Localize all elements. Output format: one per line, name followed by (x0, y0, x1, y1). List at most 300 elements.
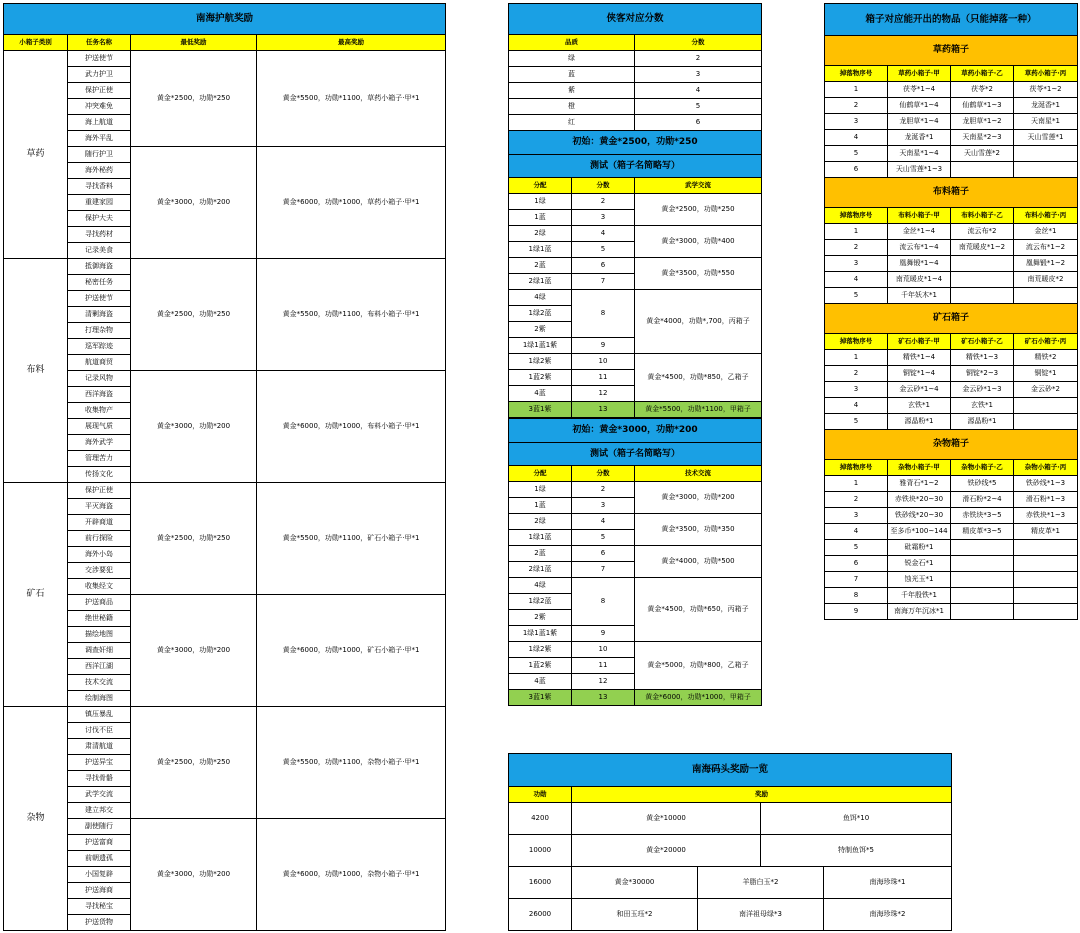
max-reward: 黄金*6000，功勋*1000，草药小箱子·甲*1 (257, 147, 446, 259)
task-name: 交涉要犯 (68, 563, 131, 579)
drop-index: 2 (825, 98, 888, 114)
task-name: 武学交流 (68, 787, 131, 803)
drop-index: 7 (825, 572, 888, 588)
allocation: 2绿1蓝 (509, 562, 572, 578)
task-name: 保护正使 (68, 483, 131, 499)
table-row (509, 194, 762, 210)
score-value: 3 (635, 67, 762, 83)
table-row (509, 99, 762, 115)
drop-item (951, 288, 1014, 304)
drop-item: 茯苓*2 (951, 82, 1014, 98)
drop-item (951, 588, 1014, 604)
drop-item: 南荒暖皮*2 (1014, 272, 1078, 288)
drop-item: 龙胆草*1~4 (888, 114, 951, 130)
min-reward: 黄金*2500，功勋*250 (131, 483, 257, 595)
drop-item: 铜锭*1 (1014, 366, 1078, 382)
title-row (509, 131, 762, 155)
score-value: 6 (572, 258, 635, 274)
drop-item: 龙涎香*1 (888, 130, 951, 146)
title-row (509, 754, 952, 787)
drop-index: 1 (825, 350, 888, 366)
drop-item: 精铁*2 (1014, 350, 1078, 366)
task-name: 建立邦交 (68, 803, 131, 819)
header-row (825, 66, 1078, 82)
column-header: 任务名称 (68, 35, 131, 51)
column-header: 杂物小箱子·乙 (951, 460, 1014, 476)
reward-value: 黄金*4500，功勋*850，乙箱子 (635, 354, 762, 402)
table-row (509, 546, 762, 562)
drop-item: 金云砂*1~4 (888, 382, 951, 398)
score-value: 7 (572, 562, 635, 578)
score-value: 4 (572, 514, 635, 530)
drop-item: 雅背石*1~2 (888, 476, 951, 492)
drop-index: 5 (825, 288, 888, 304)
max-reward: 黄金*5500，功勋*1100，草药小箱子·甲*1 (257, 51, 446, 147)
drop-item: 滑石粉*2~4 (951, 492, 1014, 508)
allocation: 2绿 (509, 514, 572, 530)
drop-item: 龙涎香*1 (1014, 98, 1078, 114)
table-row (825, 162, 1078, 178)
drop-item: 金丝*1~4 (888, 224, 951, 240)
box-drop-table (824, 3, 1078, 620)
title-row (509, 155, 762, 178)
table-row (509, 51, 762, 67)
table-row (825, 224, 1078, 240)
allocation: 4蓝 (509, 386, 572, 402)
score-value: 5 (572, 530, 635, 546)
drop-item: 赤铁块*3~5 (951, 508, 1014, 524)
drop-item (951, 572, 1014, 588)
column-header: 草药小箱子·甲 (888, 66, 951, 82)
reward-item: 南海珍珠*2 (824, 899, 952, 931)
reward-value: 黄金*5000，功勋*800，乙箱子 (635, 642, 762, 690)
box-section-title: 矿石箱子 (825, 304, 1078, 334)
drop-item: 天南星*1~4 (888, 146, 951, 162)
min-reward: 黄金*2500，功勋*250 (131, 259, 257, 371)
task-name: 保护大夫 (68, 211, 131, 227)
drop-index: 5 (825, 146, 888, 162)
task-name: 绝世秘籍 (68, 611, 131, 627)
table-row (825, 366, 1078, 382)
header-row (509, 787, 952, 803)
title-row (825, 4, 1078, 36)
drop-item (951, 162, 1014, 178)
box-category: 杂物 (4, 707, 68, 931)
allocation: 4绿 (509, 578, 572, 594)
test-title: 初始：黄金*2500，功勋*250 (509, 131, 762, 155)
task-name: 海外武学 (68, 435, 131, 451)
column-header: 掉落物序号 (825, 334, 888, 350)
quality-name: 橙 (509, 99, 635, 115)
drop-index: 3 (825, 382, 888, 398)
reward-item: 南海珍珠*1 (824, 867, 952, 899)
table-row (4, 371, 446, 387)
task-name: 打理杂物 (68, 323, 131, 339)
drop-item: 天山雪莲*1~3 (888, 162, 951, 178)
hero-score-table (508, 3, 762, 131)
score-value: 6 (635, 115, 762, 131)
drop-item: 锐金石*1 (888, 556, 951, 572)
reward-value: 黄金*4000，功勋*,700，丙箱子 (635, 290, 762, 354)
drop-item (1014, 588, 1078, 604)
drop-item: 天南星*1 (1014, 114, 1078, 130)
table-row (509, 115, 762, 131)
table-row (825, 604, 1078, 620)
table-row (4, 147, 446, 163)
allocation: 2绿1蓝 (509, 274, 572, 290)
box-category: 布料 (4, 259, 68, 483)
drop-index: 6 (825, 556, 888, 572)
header-row (4, 35, 446, 51)
drop-item: 流云布*2 (951, 224, 1014, 240)
task-name: 寻找药材 (68, 227, 131, 243)
drop-index: 1 (825, 82, 888, 98)
task-name: 随行护卫 (68, 147, 131, 163)
drop-item: 南荒暖皮*1~2 (951, 240, 1014, 256)
drop-item: 蚀光玉*1 (888, 572, 951, 588)
drop-item (1014, 572, 1078, 588)
box-section-title: 杂物箱子 (825, 430, 1078, 460)
drop-item (951, 540, 1014, 556)
column-header: 杂物小箱子·甲 (888, 460, 951, 476)
task-name: 重建家园 (68, 195, 131, 211)
column-header: 分配 (509, 178, 572, 194)
title-row (509, 419, 762, 443)
allocation: 1绿2紫 (509, 354, 572, 370)
score-value: 3 (572, 210, 635, 226)
drop-item: 千年殷铁*1 (888, 588, 951, 604)
column-header: 杂物小箱子·丙 (1014, 460, 1078, 476)
allocation: 1绿2蓝 (509, 306, 572, 322)
task-name: 副使随行 (68, 819, 131, 835)
task-name: 巡军踪迹 (68, 339, 131, 355)
task-name: 海上航道 (68, 115, 131, 131)
reward-value: 黄金*6000，功勋*1000，甲箱子 (635, 690, 762, 706)
task-name: 护送使节 (68, 291, 131, 307)
drop-item: 天山雪莲*2 (951, 146, 1014, 162)
allocation: 2紫 (509, 610, 572, 626)
section-row (825, 36, 1078, 66)
table-row (825, 288, 1078, 304)
drop-item (1014, 288, 1078, 304)
drop-index: 5 (825, 414, 888, 430)
drop-index: 6 (825, 162, 888, 178)
allocation: 2蓝 (509, 258, 572, 274)
hero-score-title: 侠客对应分数 (509, 4, 762, 35)
drop-item: 铜锭*1~4 (888, 366, 951, 382)
drop-item: 源晶粉*1 (951, 414, 1014, 430)
drop-item: 源晶粉*1 (888, 414, 951, 430)
drop-item (951, 256, 1014, 272)
score-value: 13 (572, 690, 635, 706)
drop-item: 铜锭*2~3 (951, 366, 1014, 382)
task-name: 护送使节 (68, 51, 131, 67)
score-value: 12 (572, 674, 635, 690)
drop-item: 流云布*1~4 (888, 240, 951, 256)
drop-index: 4 (825, 130, 888, 146)
allocation: 2紫 (509, 322, 572, 338)
table-row (509, 899, 952, 931)
task-name: 记录风物 (68, 371, 131, 387)
reward-item: 和田玉珏*2 (572, 899, 698, 931)
drop-item: 精皮革*3~5 (951, 524, 1014, 540)
column-header: 草药小箱子·丙 (1014, 66, 1078, 82)
drop-item (1014, 540, 1078, 556)
table-row (509, 835, 952, 867)
drop-item: 凰舞锻*1~2 (1014, 256, 1078, 272)
task-name: 寻找骨骼 (68, 771, 131, 787)
max-reward: 黄金*5500，功勋*1100，矿石小箱子·甲*1 (257, 483, 446, 595)
score-value: 2 (572, 194, 635, 210)
test-title: 初始：黄金*3000，功勋*200 (509, 419, 762, 443)
allocation: 1蓝2紫 (509, 370, 572, 386)
task-name: 秘密任务 (68, 275, 131, 291)
table-row (4, 707, 446, 723)
drop-item: 玄铁*1 (888, 398, 951, 414)
escort-reward-title: 南海护航奖励 (4, 4, 446, 35)
table-row (825, 256, 1078, 272)
header-row (825, 334, 1078, 350)
title-row (4, 4, 446, 35)
task-name: 传扬文化 (68, 467, 131, 483)
task-name: 调查奸细 (68, 643, 131, 659)
drop-item: 至多币*100~144 (888, 524, 951, 540)
column-header: 布料小箱子·乙 (951, 208, 1014, 224)
drop-index: 3 (825, 114, 888, 130)
column-header: 掉落物序号 (825, 208, 888, 224)
allocation: 1绿1蓝1紫 (509, 338, 572, 354)
quality-name: 蓝 (509, 67, 635, 83)
table-row (825, 382, 1078, 398)
drop-item: 精铁*1~4 (888, 350, 951, 366)
box-section-title: 草药箱子 (825, 36, 1078, 66)
task-name: 讨伐不臣 (68, 723, 131, 739)
drop-item (951, 556, 1014, 572)
task-name: 平灭海盗 (68, 499, 131, 515)
drop-item: 流云布*1~2 (1014, 240, 1078, 256)
drop-item: 赤铁块*1~3 (1014, 508, 1078, 524)
task-name: 前朝遗孤 (68, 851, 131, 867)
reward-value: 黄金*4500，功勋*650，丙箱子 (635, 578, 762, 642)
reward-value: 黄金*5500，功勋*1100，甲箱子 (635, 402, 762, 418)
max-reward: 黄金*6000，功勋*1000，矿石小箱子·甲*1 (257, 595, 446, 707)
task-name: 肃清航道 (68, 739, 131, 755)
task-name: 海外平乱 (68, 131, 131, 147)
box-drop-title: 箱子对应能开出的物品（只能掉落一种） (825, 4, 1078, 36)
task-name: 收集物产 (68, 403, 131, 419)
min-reward: 黄金*3000，功勋*200 (131, 819, 257, 931)
task-name: 保护正使 (68, 83, 131, 99)
column-header: 分数 (572, 466, 635, 482)
drop-item: 铁砂线*5 (951, 476, 1014, 492)
allocation: 3蓝1紫 (509, 690, 572, 706)
table-row (825, 508, 1078, 524)
task-name: 航道商贸 (68, 355, 131, 371)
max-reward: 黄金*6000，功勋*1000，杂物小箱子·甲*1 (257, 819, 446, 931)
drop-item (1014, 604, 1078, 620)
column-header: 矿石小箱子·甲 (888, 334, 951, 350)
drop-item: 金云砂*1~3 (951, 382, 1014, 398)
reward-value: 黄金*3000，功勋*400 (635, 226, 762, 258)
drop-item: 铁砂线*20~30 (888, 508, 951, 524)
score-value: 9 (572, 626, 635, 642)
table-row (4, 819, 446, 835)
drop-item: 仙鹤草*1~4 (888, 98, 951, 114)
allocation: 1绿2蓝 (509, 594, 572, 610)
score-value: 9 (572, 338, 635, 354)
drop-item: 天南星*2~3 (951, 130, 1014, 146)
score-value: 8 (572, 578, 635, 626)
score-value: 12 (572, 386, 635, 402)
table-row (825, 272, 1078, 288)
table-row (825, 414, 1078, 430)
box-section-title: 布料箱子 (825, 178, 1078, 208)
allocation: 4蓝 (509, 674, 572, 690)
title-row (509, 4, 762, 35)
header-row (509, 35, 762, 51)
allocation: 1蓝 (509, 210, 572, 226)
allocation: 2蓝 (509, 546, 572, 562)
max-reward: 黄金*5500，功勋*1100，杂物小箱子·甲*1 (257, 707, 446, 819)
table-row (825, 524, 1078, 540)
drop-item: 茯苓*1~2 (1014, 82, 1078, 98)
column-header: 矿石小箱子·丙 (1014, 334, 1078, 350)
drop-index: 5 (825, 540, 888, 556)
column-header: 最高奖励 (257, 35, 446, 51)
quality-name: 红 (509, 115, 635, 131)
drop-index: 2 (825, 366, 888, 382)
column-header: 掉落物序号 (825, 66, 888, 82)
reward-item: 黄金*10000 (572, 803, 761, 835)
table-row (509, 803, 952, 835)
table-row (509, 83, 762, 99)
task-name: 护送异宝 (68, 755, 131, 771)
allocation: 1绿 (509, 482, 572, 498)
column-header: 技术交流 (635, 466, 762, 482)
table-row (825, 540, 1078, 556)
table-row (825, 146, 1078, 162)
drop-item: 天山雪莲*1 (1014, 130, 1078, 146)
quality-name: 紫 (509, 83, 635, 99)
reward-item: 黄金*20000 (572, 835, 761, 867)
task-name: 寻找秘宝 (68, 899, 131, 915)
task-name: 冲突难免 (68, 99, 131, 115)
drop-item: 南荒暖皮*1~4 (888, 272, 951, 288)
task-name: 海外小岛 (68, 547, 131, 563)
reward-item: 南洋祖母绿*3 (698, 899, 824, 931)
reward-value: 黄金*2500，功勋*250 (635, 194, 762, 226)
table-row (4, 51, 446, 67)
drop-item: 赤铁块*20~30 (888, 492, 951, 508)
score-value: 10 (572, 354, 635, 370)
drop-item (951, 272, 1014, 288)
min-reward: 黄金*3000，功勋*200 (131, 595, 257, 707)
dock-reward-title: 南海码头奖励一览 (509, 754, 952, 787)
table-row (509, 258, 762, 274)
score-value: 8 (572, 290, 635, 338)
drop-item: 铁砂线*1~3 (1014, 476, 1078, 492)
allocation: 1绿 (509, 194, 572, 210)
score-value: 7 (572, 274, 635, 290)
column-header: 分数 (635, 35, 762, 51)
drop-index: 2 (825, 240, 888, 256)
table-row (509, 226, 762, 242)
drop-index: 9 (825, 604, 888, 620)
drop-item: 精铁*1~3 (951, 350, 1014, 366)
reward-value: 黄金*3000，功勋*200 (635, 482, 762, 514)
drop-item (951, 604, 1014, 620)
min-reward: 黄金*2500，功勋*250 (131, 51, 257, 147)
column-header: 小箱子类别 (4, 35, 68, 51)
table-row (509, 578, 762, 594)
header-row (509, 466, 762, 482)
min-reward: 黄金*2500，功勋*250 (131, 707, 257, 819)
task-name: 描绘地图 (68, 627, 131, 643)
score-value: 10 (572, 642, 635, 658)
allocation: 1绿1蓝 (509, 530, 572, 546)
task-name: 护送商品 (68, 595, 131, 611)
score-value: 3 (572, 498, 635, 514)
drop-item (1014, 146, 1078, 162)
reward-item: 特制鱼饵*5 (761, 835, 952, 867)
table-row (825, 98, 1078, 114)
drop-item: 精皮革*1 (1014, 524, 1078, 540)
drop-item: 千年妖木*1 (888, 288, 951, 304)
column-header: 布料小箱子·丙 (1014, 208, 1078, 224)
table-row (825, 82, 1078, 98)
drop-item (1014, 414, 1078, 430)
column-header: 最低奖励 (131, 35, 257, 51)
min-reward: 黄金*3000，功勋*200 (131, 147, 257, 259)
drop-item: 南海万年沉冰*1 (888, 604, 951, 620)
column-header: 分数 (572, 178, 635, 194)
score-value: 4 (635, 83, 762, 99)
reward-item: 鱼饵*10 (761, 803, 952, 835)
column-header: 奖励 (572, 787, 952, 803)
drop-item: 龙胆草*1~2 (951, 114, 1014, 130)
table-row (509, 690, 762, 706)
dock-reward-table (508, 753, 952, 931)
task-name: 镇压暴乱 (68, 707, 131, 723)
table-row (825, 588, 1078, 604)
table-row (509, 482, 762, 498)
table-row (509, 514, 762, 530)
allocation: 1蓝2紫 (509, 658, 572, 674)
box-category: 草药 (4, 51, 68, 259)
task-name: 护送富商 (68, 835, 131, 851)
table-row (4, 259, 446, 275)
reward-item: 羊脂白玉*2 (698, 867, 824, 899)
table-row (4, 595, 446, 611)
column-header: 矿石小箱子·乙 (951, 334, 1014, 350)
drop-item: 砒霜粉*1 (888, 540, 951, 556)
drop-index: 2 (825, 492, 888, 508)
score-value: 11 (572, 658, 635, 674)
drop-item (1014, 556, 1078, 572)
column-header: 掉落物序号 (825, 460, 888, 476)
column-header: 武学交流 (635, 178, 762, 194)
score-value: 11 (572, 370, 635, 386)
column-header: 分配 (509, 466, 572, 482)
task-name: 开辟商道 (68, 515, 131, 531)
drop-index: 1 (825, 224, 888, 240)
task-name: 西洋江湖 (68, 659, 131, 675)
allocation: 1蓝 (509, 498, 572, 514)
task-name: 展现气质 (68, 419, 131, 435)
box-category: 矿石 (4, 483, 68, 707)
reward-item: 黄金*30000 (572, 867, 698, 899)
table-row (825, 114, 1078, 130)
